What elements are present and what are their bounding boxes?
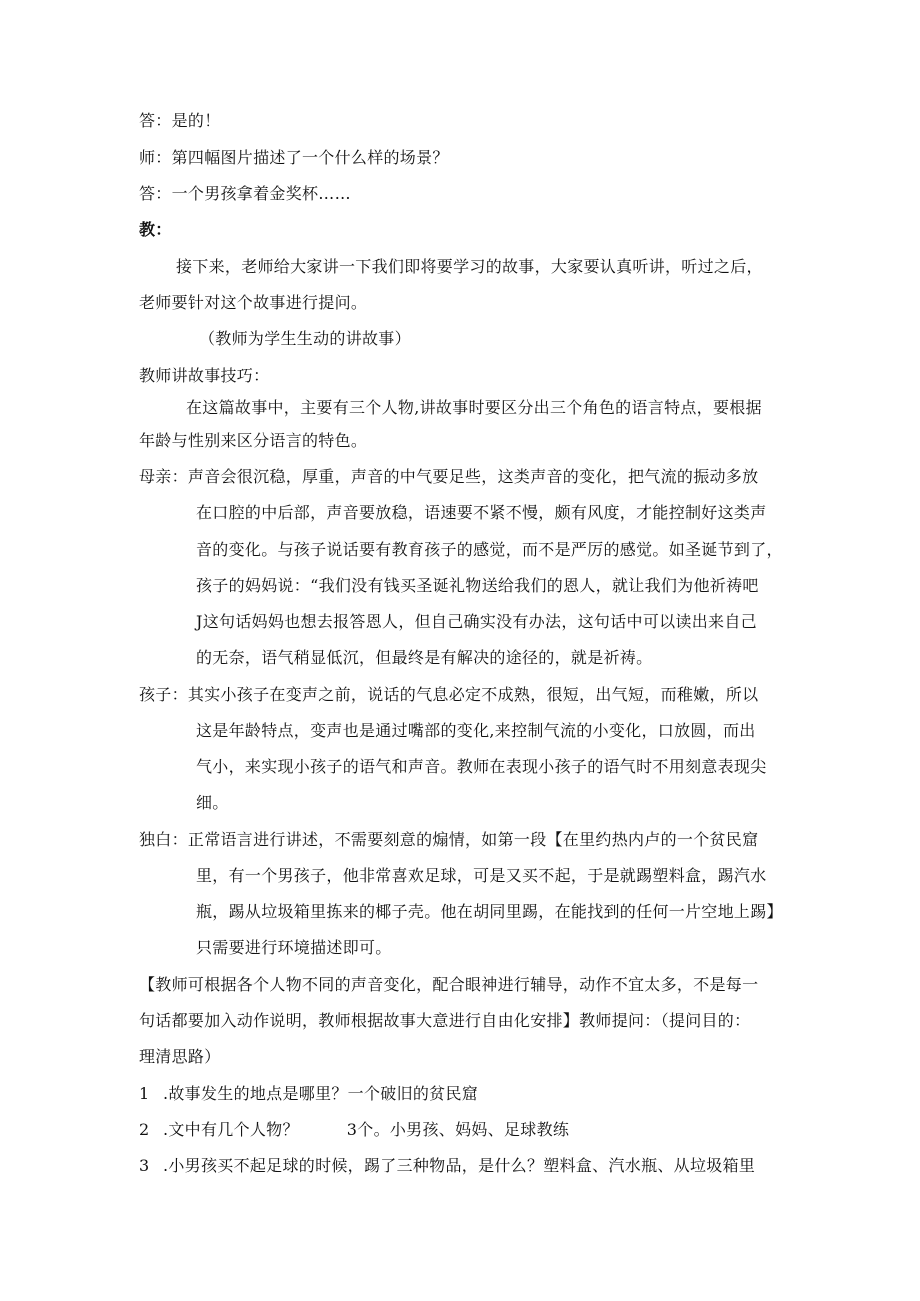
question-number: 3	[139, 1156, 150, 1175]
question-answer: 3个。小男孩、妈妈、足球教练	[346, 1120, 570, 1139]
mother-paragraph-line: J这句话妈妈也想去报答恩人，但自己确实没有办法，这句话中可以读出来自己	[196, 612, 757, 631]
monologue-paragraph-line: 独白：正常语言进行讲述，不需要刻意的煽情，如第一段【在里约热内卢的一个贫民窟	[139, 830, 759, 849]
question-text: .故事发生的地点是哪里？一个破旧的贫民窟	[163, 1084, 479, 1103]
child-paragraph-line: 这是年龄特点，变声也是通过嘴部的变化,来控制气流的小变化，口放圆，而出	[196, 721, 756, 740]
question-text: .小男孩买不起足球的时候，踢了三种物品，是什么？塑料盒、汽水瓶、从垃圾箱里	[163, 1156, 756, 1175]
mother-paragraph-line: 在口腔的中后部，声音要放稳，语速要不紧不慢，颇有风度，才能控制好这类声	[196, 503, 767, 522]
monologue-paragraph-line: 只需要进行环境描述即可。	[196, 938, 392, 957]
stage-direction: （教师为学生生动的讲故事）	[199, 329, 411, 348]
mother-paragraph-line: 母亲：声音会很沉稳，厚重，声音的中气要足些，这类声音的变化，把气流的振动多放	[139, 467, 759, 486]
answer-line: 答：一个男孩拿着金奖杯……	[139, 184, 351, 203]
paragraph-line: 老师要针对这个故事进行提问。	[139, 293, 368, 312]
paragraph-line: 接下来，老师给大家讲一下我们即将要学习的故事，大家要认真听讲，听过之后，	[176, 257, 763, 276]
note-paragraph-line: 句话都要加入动作说明，教师根据故事大意进行自由化安排】教师提问：（提问目的：	[139, 1011, 751, 1030]
mother-paragraph-line: 音的变化。与孩子说话要有教育孩子的感觉，而不是严厉的感觉。如圣诞节到了，	[196, 540, 783, 559]
child-paragraph-line: 气小，来实现小孩子的语气和声音。教师在表现小孩子的语气时不用刻意表现尖	[196, 757, 767, 776]
section-heading: 教师讲故事技巧：	[139, 366, 270, 385]
question-item	[139, 1120, 569, 1140]
child-paragraph-line: 细。	[196, 793, 229, 812]
question-number: 1	[139, 1084, 150, 1103]
note-paragraph-line: 【教师可根据各个人物不同的声音变化，配合眼神进行辅导，动作不宜太多，不是每一	[139, 975, 759, 994]
teacher-question-line: 师：第四幅图片描述了一个什么样的场景？	[139, 148, 449, 167]
paragraph-line: 在这篇故事中，主要有三个人物,讲故事时要区分出三个角色的语言特点，要根据	[186, 398, 762, 417]
monologue-paragraph-line: 瓶，踢从垃圾箱里拣来的椰子壳。他在胡同里踢，在能找到的任何一片空地上踢】	[196, 902, 783, 921]
paragraph-line: 年龄与性别来区分语言的特色。	[139, 431, 368, 450]
monologue-paragraph-line: 里，有一个男孩子，他非常喜欢足球，可是又买不起，于是就踢塑料盒，踢汽水	[196, 866, 767, 885]
question-item	[139, 1156, 755, 1176]
teach-heading: 教：	[139, 220, 172, 239]
question-text: .文中有几个人物？	[163, 1120, 299, 1139]
question-number: 2	[139, 1120, 150, 1139]
note-paragraph-line: 理清思路）	[139, 1047, 221, 1066]
mother-paragraph-line: 孩子的妈妈说：“我们没有钱买圣诞礼物送给我们的恩人，就让我们为他祈祷吧	[196, 576, 759, 595]
child-paragraph-line: 孩子：其实小孩子在变声之前，说话的气息必定不成熟，很短，出气短，而稚嫩，所以	[139, 685, 759, 704]
answer-line: 答：是的！	[139, 111, 221, 130]
mother-paragraph-line: 的无奈，语气稍显低沉，但最终是有解决的途径的，就是祈祷。	[196, 648, 653, 667]
question-item	[139, 1084, 478, 1104]
